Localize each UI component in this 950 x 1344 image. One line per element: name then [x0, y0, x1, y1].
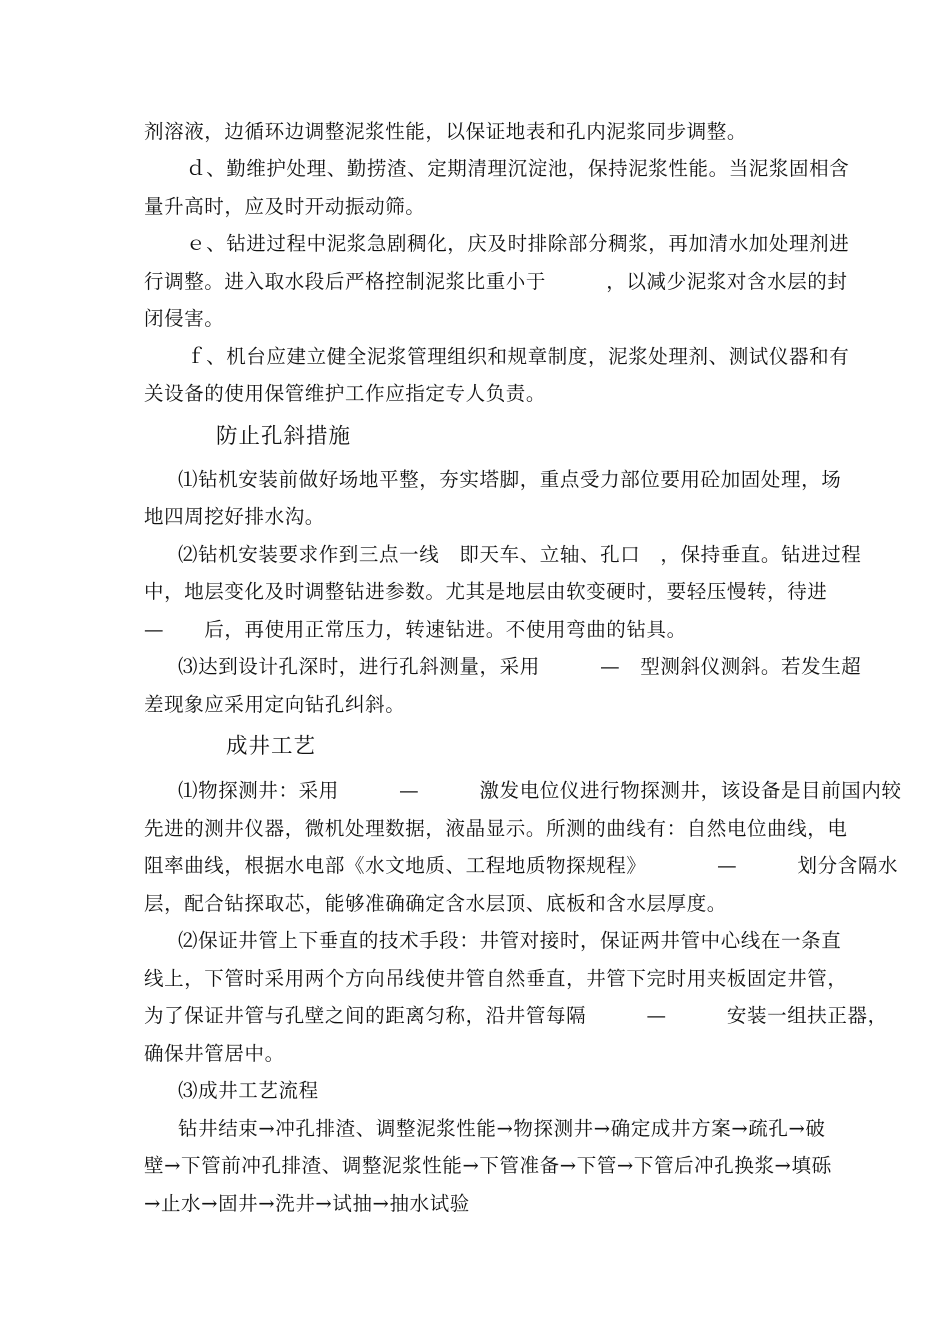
para-line: 阻率曲线，根据水电部《水文地质、工程地质物探规程》 — 划分含隔水: [144, 854, 899, 877]
para-line: ⑵保证井管上下垂直的技术手段：井管对接时，保证两井管中心线在一条直: [178, 929, 842, 952]
para-line: ｆ、机台应建立健全泥浆管理组织和规章制度，泥浆处理剂、测试仪器和有: [186, 345, 850, 368]
para-line: ⑶达到设计孔深时，进行孔斜测量，采用 — 型测斜仪测斜。若发生超: [178, 655, 862, 678]
para-line: ⑶成井工艺流程: [178, 1079, 319, 1102]
para-line: 关设备的使用保管维护工作应指定专人负责。: [144, 382, 547, 405]
para-line: ｄ、勤维护处理、勤捞渣、定期清理沉淀池，保持泥浆性能。当泥浆固相含: [186, 157, 850, 180]
para-line: 差现象应采用定向钻孔纠斜。: [144, 693, 406, 716]
para-line: ⑵钻机安装要求作到三点一线 即天车、立轴、孔口 ，保持垂直。钻进过程: [178, 543, 862, 566]
para-line: ｅ、钻进过程中泥浆急剧稠化，庆及时排除部分稠浆，再加清水加处理剂进: [186, 232, 850, 255]
para-line: 量升高时，应及时开动振动筛。: [144, 195, 426, 218]
para-line: ⑴钻机安装前做好场地平整，夯实塔脚，重点受力部位要用砼加固处理，场: [178, 468, 842, 491]
section-heading: 成井工艺: [226, 734, 317, 759]
para-line: 钻井结束→冲孔排渣、调整泥浆性能→物探测井→确定成井方案→疏孔→破: [178, 1117, 826, 1140]
para-line: 壁→下管前冲孔排渣、调整泥浆性能→下管准备→下管→下管后冲孔换浆→填砾: [144, 1154, 832, 1177]
para-line: 确保井管居中。: [144, 1042, 285, 1065]
para-line: 闭侵害。: [144, 307, 225, 330]
para-line: 地四周挖好排水沟。: [144, 505, 325, 528]
para-line: — 后，再使用正常压力，转速钻进。不使用弯曲的钻具。: [144, 618, 687, 641]
para-line: 层，配合钻探取芯，能够准确确定含水层顶、底板和含水层厚度。: [144, 892, 727, 915]
para-line: 为了保证井管与孔壁之间的距离匀称，沿井管每隔 — 安装一组扶正器，: [144, 1004, 888, 1027]
para-line: 中，地层变化及时调整钻进参数。尤其是地层由软变硬时，要轻压慢转，待进: [144, 580, 828, 603]
para-line: 线上，下管时采用两个方向吊线使井管自然垂直，井管下完时用夹板固定井管，: [144, 967, 848, 990]
para-line: 先进的测井仪器，微机处理数据，液晶显示。所测的曲线有：自然电位曲线，电: [144, 817, 848, 840]
para-line: 行调整。进入取水段后严格控制泥浆比重小于 ，以减少泥浆对含水层的封: [144, 270, 848, 293]
para-line: →止水→固井→洗井→试抽→抽水试验: [144, 1192, 470, 1215]
section-heading: 防止孔斜措施: [216, 424, 352, 449]
para-line: ⑴物探测井：采用 — 激发电位仪进行物探测井，该设备是目前国内较: [178, 779, 902, 802]
para-line: 剂溶液，边循环边调整泥浆性能，以保证地表和孔内泥浆同步调整。: [144, 120, 748, 143]
